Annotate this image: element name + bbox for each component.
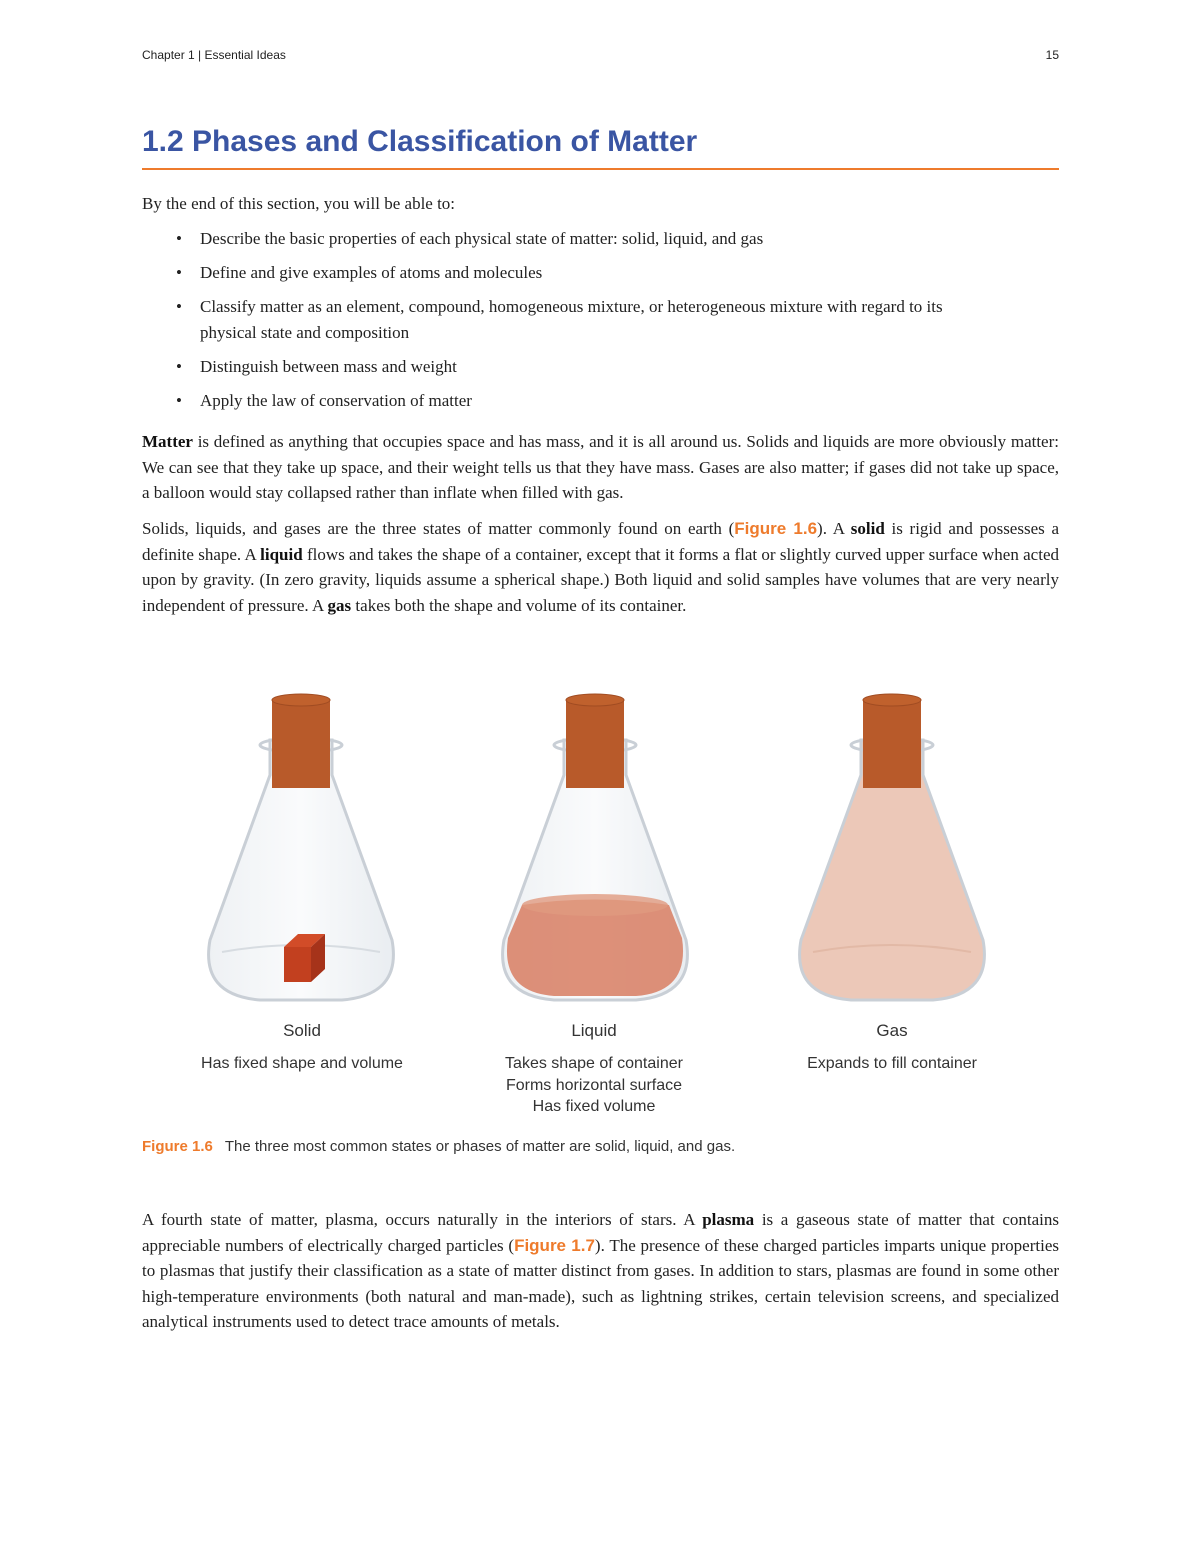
gas-desc-line: Expands to fill container — [807, 1055, 977, 1072]
objectives-intro: By the end of this section, you will be able to: — [142, 194, 456, 213]
paragraph-text: is a gaseous state of matter that contains appreciable numbers of electrically charged particles ( — [142, 1210, 1059, 1255]
liquid-label: Liquid — [571, 1021, 617, 1040]
bullet-icon: • — [176, 263, 182, 282]
objective-text: Apply the law of conservation of matter — [200, 391, 472, 410]
objective-item — [172, 226, 992, 252]
liquid-desc-line: Has fixed volume — [532, 1098, 656, 1115]
paragraph-text: is defined as anything that occupies space and has mass, and it is all around us. Solids and liquids are more obviously matter: We can see that they take up space, and their weight tells us that they have mass. Gases are also matter; if gases did not take up space, a balloon would stay collapsed rather than inflate when filled with gas. — [142, 432, 1059, 502]
paragraph-text: ). A — [817, 519, 851, 538]
solid-label: Solid — [283, 1021, 321, 1040]
figure-caption-text: The three most common states or phases of matter are solid, liquid, and gas. — [224, 1138, 736, 1155]
paragraph-text: Solids, liquids, and gases are the three states of matter commonly found on earth ( — [142, 519, 735, 538]
cork — [272, 700, 330, 788]
figure-1-6-link[interactable]: Figure 1.6 — [734, 519, 818, 538]
gas-caption — [742, 1021, 1042, 1075]
objective-text: Describe the basic properties of each physical state of matter: solid, liquid, and gas — [200, 229, 764, 248]
term-matter: Matter — [142, 432, 193, 451]
objective-item — [172, 388, 992, 414]
paragraph-text: A fourth state of matter, plasma, occurs naturally in the interiors of stars. A — [142, 1210, 703, 1229]
figure-number: Figure 1.6 — [142, 1138, 213, 1155]
objective-text: Distinguish between mass and weight — [200, 357, 457, 376]
liquid-desc-line: Takes shape of container — [505, 1055, 683, 1072]
liquid-flask — [503, 694, 688, 1000]
learning-objectives — [172, 226, 992, 422]
paragraph-plasma — [142, 1207, 1059, 1335]
objective-item — [172, 260, 992, 286]
gas-flask — [800, 694, 985, 1000]
cork — [863, 700, 921, 788]
paragraph-states — [142, 516, 1059, 618]
cork-top — [566, 694, 624, 706]
paragraph-text: is rigid and possesses a definite shape. A — [142, 519, 1059, 564]
objective-text: Define and give examples of atoms and molecules — [200, 263, 543, 282]
liquid-caption — [444, 1021, 744, 1118]
term-gas: gas — [327, 595, 352, 615]
term-solid: solid — [850, 519, 885, 538]
paragraph-text: takes both the shape and volume of its container. — [351, 595, 687, 615]
solid-caption — [152, 1021, 452, 1075]
objective-item — [172, 294, 992, 346]
objective-item — [172, 354, 992, 380]
bullet-icon: • — [176, 391, 182, 410]
cork-top — [272, 694, 330, 706]
paragraph-text: flows and takes the shape of a container, except that it forms a flat or slightly curved upper surface when acted upon by gravity. (In zero gravity, liquids assume a spherical shape.) Both liquid and solid samples have volumes that are very nearly independent of pressure. A — [142, 544, 1059, 615]
figure-caption — [142, 1138, 1059, 1155]
bullet-icon: • — [176, 297, 182, 316]
liquid-desc-line: Forms horizontal surface — [505, 1076, 683, 1094]
term-plasma: plasma — [702, 1210, 755, 1229]
bullet-icon: • — [176, 357, 182, 376]
solid-flask — [209, 694, 394, 1000]
solid-desc-line: Has fixed shape and volume — [201, 1055, 403, 1072]
page-number: 15 — [1045, 48, 1059, 62]
objective-text: Classify matter as an element, compound, homogeneous mixture, or heterogeneous mixture with regard to its physical state and composition — [200, 297, 943, 342]
liquid-surface — [522, 894, 668, 916]
cork-top — [863, 694, 921, 706]
title-rule — [142, 168, 1059, 170]
figure-states-of-matter — [142, 670, 1059, 1130]
term-liquid: liquid — [260, 544, 303, 564]
solid-cube — [284, 947, 311, 982]
running-header — [142, 48, 1059, 66]
figure-1-7-link[interactable]: Figure 1.7 — [514, 1235, 595, 1255]
bullet-icon: • — [176, 229, 182, 248]
gas-label: Gas — [876, 1021, 908, 1040]
paragraph-text: ). The presence of these charged particles imparts unique properties to plasmas that justify their classification as a state of matter distinct from gases. In addition to stars, plasmas are found in some other high-temperature environments (both natural and man-made), such as lightning strikes, certain television screens, and specialized analytical instruments used to detect trace amounts of metals. — [142, 1235, 1059, 1331]
cork — [566, 700, 624, 788]
paragraph-matter — [142, 429, 1059, 506]
chapter-label: Chapter 1 | Essential Ideas — [142, 48, 286, 62]
section-title: 1.2 Phases and Classification of Matter — [142, 125, 698, 158]
